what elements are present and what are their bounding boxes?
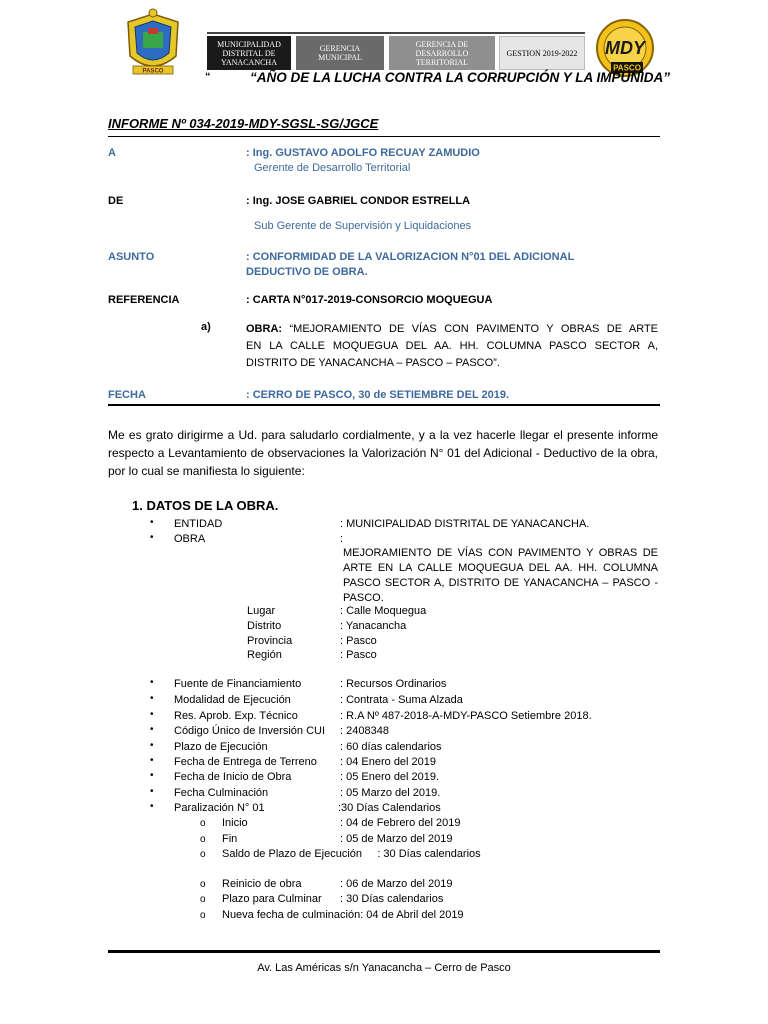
reinicio-value: : 06 de Marzo del 2019 <box>340 878 453 890</box>
bullet: • <box>150 724 154 735</box>
bullet: • <box>150 755 154 766</box>
value-a: : Ing. GUSTAVO ADOLFO RECUAY ZAMUDIO <box>246 147 480 159</box>
entidad-value: : MUNICIPALIDAD DISTRITAL DE YANACANCHA. <box>340 518 590 530</box>
value-de: : Ing. JOSE GABRIEL CONDOR ESTRELLA <box>246 195 471 207</box>
region-value: : Pasco <box>340 649 377 661</box>
sub-bullet: o <box>200 894 206 905</box>
obra-line1: “MEJORAMIENTO DE VÍAS CON PAVIMENTO Y OBRAS DE ARTE <box>282 323 658 335</box>
obra-colon: : <box>340 533 344 545</box>
intro-paragraph: Me es grato dirigirme a Ud. para saludarlo cordialmente, y a la vez hacerle llegar el presente informe respecto a Levantamiento de observaciones la Valorización N° 01 del Adicional - Deductivo de la obra, por lo cual se manifiesta lo siguiente: <box>108 428 658 478</box>
value-asunto-line1: : CONFORMIDAD DE LA VALORIZACION N°01 DEL ADICIONAL <box>246 251 575 263</box>
sub-bullet: o <box>200 879 206 890</box>
mdy-logo-text: MDY <box>605 38 645 58</box>
obra-description: MEJORAMIENTO DE VÍAS CON PAVIMENTO Y OBRAS DE ARTE EN LA CALLE MOQUEGUA DEL AA. HH. COLUMNA PASCO SECTOR A, DISTRITO DE YANACANCHA – PASCO - PASCO. <box>343 547 658 604</box>
obra-label: OBRA <box>174 533 206 545</box>
bullet: • <box>150 801 154 812</box>
bullet: • <box>150 786 154 797</box>
sub-bullet: o <box>200 834 206 845</box>
item-label: Res. Aprob. Exp. Técnico <box>174 710 298 722</box>
value-referencia: : CARTA N°017-2019-CONSORCIO MOQUEGUA <box>246 294 493 306</box>
item-label: Fecha de Inicio de Obra <box>174 771 292 783</box>
sub-bullet: o <box>200 849 206 860</box>
header-box-gerencia-municipal: GERENCIA MUNICIPAL <box>296 36 384 70</box>
bullet: • <box>150 709 154 720</box>
bullet: • <box>150 677 154 688</box>
bullet: • <box>150 517 154 528</box>
motto-open-quote: “ <box>205 71 211 83</box>
document-title: INFORME Nº 034-2019-MDY-SGSL-SG/JGCE <box>108 116 379 131</box>
item-value: :30 Días Calendarios <box>338 802 441 814</box>
distrito-label: Distrito <box>247 620 282 632</box>
footer-rule <box>108 950 660 953</box>
sub-bullet: o <box>200 910 206 921</box>
inicio-label: Inicio <box>222 817 248 829</box>
item-value: : R.A Nº 487-2018-A-MDY-PASCO Setiembre 2018. <box>340 710 592 722</box>
item-value: : Contrata - Suma Alzada <box>340 694 463 706</box>
item-label: Fecha de Entrega de Terreno <box>174 756 317 768</box>
footer-address: Av. Las Américas s/n Yanacancha – Cerro de Pasco <box>257 962 511 974</box>
crest-banner-text: PASCO <box>142 68 164 75</box>
label-fecha: FECHA <box>108 389 146 401</box>
item-value: : 05 Marzo del 2019. <box>340 787 441 799</box>
value-asunto-line2: DEDUCTIVO DE OBRA. <box>246 266 368 278</box>
provincia-value: : Pasco <box>340 635 377 647</box>
motto-text <box>250 70 670 85</box>
header-top-line <box>207 32 585 34</box>
bullet: • <box>150 532 154 543</box>
label-asunto: ASUNTO <box>108 251 155 263</box>
item-label: Paralización N° 01 <box>174 802 265 814</box>
item-value: : 60 días calendarios <box>340 741 442 753</box>
bullet: • <box>150 770 154 781</box>
bullet: • <box>150 740 154 751</box>
fin-label: Fin <box>222 833 238 845</box>
item-label: Modalidad de Ejecución <box>174 694 291 706</box>
sub-de: Sub Gerente de Supervisión y Liquidaciones <box>254 220 472 232</box>
motto-close-quote: ” <box>663 70 670 85</box>
reinicio-label: Reinicio de obra <box>222 878 302 890</box>
item-value: : 05 Enero del 2019. <box>340 771 440 783</box>
mdy-logo-banner: PASCO <box>613 63 641 73</box>
plazo-label: Plazo para Culminar <box>222 893 322 905</box>
header-box-gestion: GESTION 2019-2022 <box>499 36 585 70</box>
region-label: Región <box>247 649 282 661</box>
municipal-crest-logo <box>120 8 186 78</box>
label-referencia: REFERENCIA <box>108 294 180 306</box>
bullet: • <box>150 693 154 704</box>
nueva-fecha-line: Nueva fecha de culminación: 04 de Abril del 2019 <box>222 909 464 921</box>
provincia-label: Provincia <box>247 635 293 647</box>
item-value: : 04 Enero del 2019 <box>340 756 437 768</box>
saldo-line: Saldo de Plazo de Ejecución : 30 Días calendarios <box>222 848 481 860</box>
obra-bold-label: OBRA: <box>246 323 283 335</box>
label-de: DE <box>108 195 124 207</box>
label-a: A <box>108 147 116 159</box>
header-box-municipalidad: MUNICIPALIDAD DISTRITAL DE YANACANCHA <box>207 36 291 70</box>
obra-line3: DISTRITO DE YANACANCHA – PASCO – PASCO”. <box>246 357 500 369</box>
lugar-value: : Calle Moquegua <box>340 605 427 617</box>
distrito-value: : Yanacancha <box>340 620 407 632</box>
item-label: Código Único de Inversión CUI <box>174 725 326 737</box>
item-label: Fuente de Financiamiento <box>174 678 302 690</box>
motto-line: “AÑO DE LA LUCHA CONTRA LA CORRUPCIÓN Y LA IMPUNIDA <box>250 70 664 85</box>
sub-a: Gerente de Desarrollo Territorial <box>254 162 411 174</box>
entidad-label: ENTIDAD <box>174 518 223 530</box>
item-label: Plazo de Ejecución <box>174 741 268 753</box>
obra-line2: EN LA CALLE MOQUEGUA DEL AA. HH. COLUMNA PASCO SECTOR A, <box>246 340 658 352</box>
value-fecha: : CERRO DE PASCO, 30 de SETIEMBRE DEL 2019. <box>246 389 510 401</box>
fin-value: : 05 de Marzo del 2019 <box>340 833 453 845</box>
plazo-value: : 30 Días calendarios <box>340 893 444 905</box>
sub-bullet: o <box>200 818 206 829</box>
fecha-rule <box>108 404 660 406</box>
header-box-gerencia-desarrollo: GERENCIA DE DESARROLLO TERRITORIAL <box>389 36 495 70</box>
ref-item-marker: a) <box>201 321 211 333</box>
inicio-value: : 04 de Febrero del 2019 <box>340 817 461 829</box>
lugar-label: Lugar <box>247 605 276 617</box>
title-rule <box>108 136 660 137</box>
item-value: : 2408348 <box>340 725 389 737</box>
ref-obra-block <box>246 321 658 372</box>
item-value: : Recursos Ordinarios <box>340 678 447 690</box>
item-label: Fecha Culminación <box>174 787 269 799</box>
section-heading: 1. DATOS DE LA OBRA. <box>132 498 279 513</box>
